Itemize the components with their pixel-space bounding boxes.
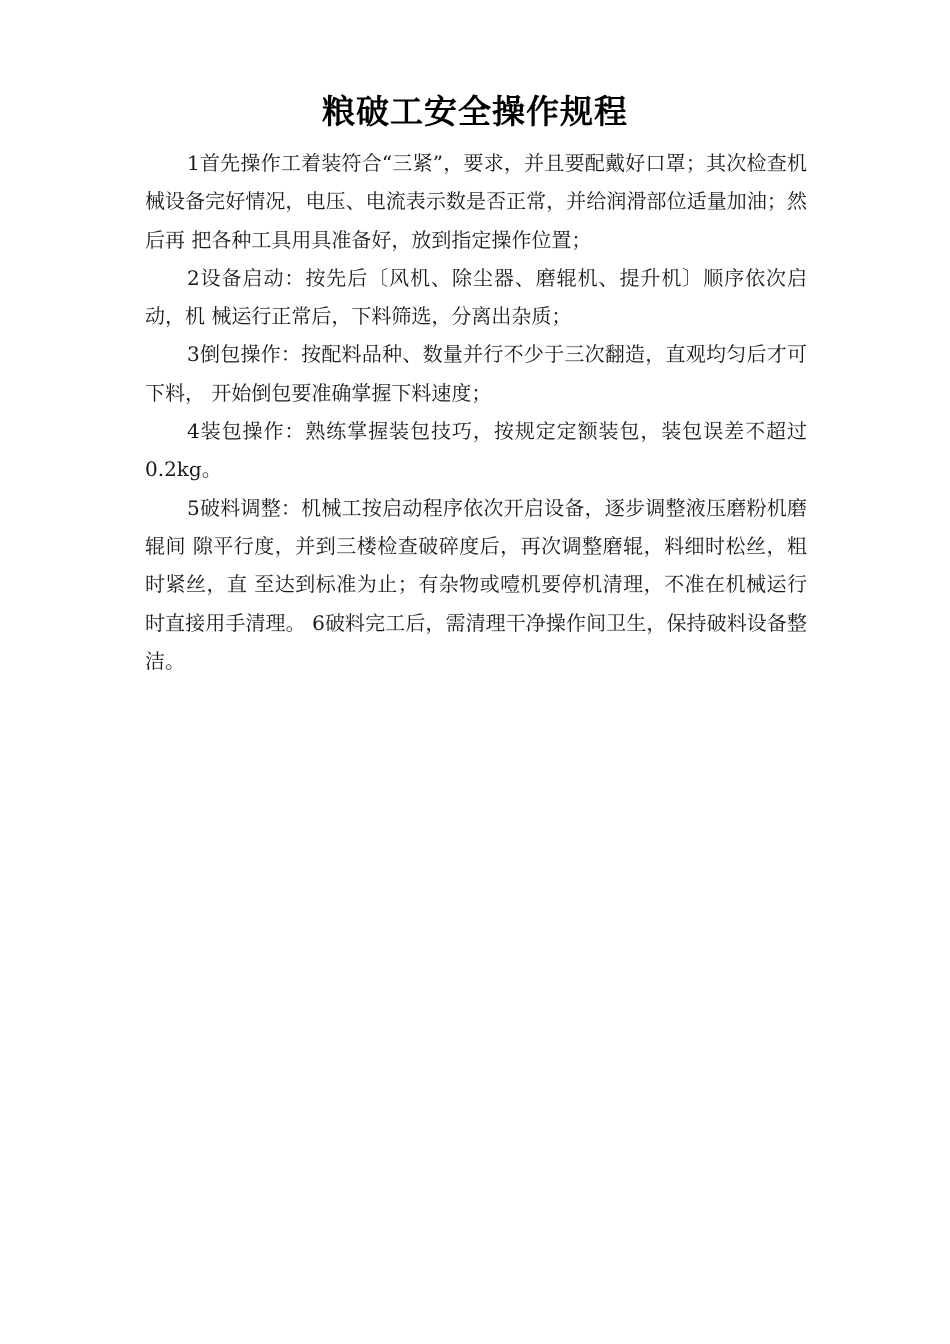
document-body [145,144,807,680]
paragraph-4: 4装包操作：熟练掌握装包技巧，按规定定额装包，装包误差不超过0.2kg。 [145,419,807,482]
paragraph-1: 1首先操作工着装符合“三紧”，要求，并且要配戴好口罩；其次检查机械设备完好情况，电压、电流表示数是否正常，并给润滑部位适量加油；然后再 把各种工具用具准备好，放到指定操作位置； [145,151,807,252]
paragraph-2: 2设备启动：按先后〔风机、除尘器、磨辊机、提升机〕顺序依次启动，机 械运行正常后，下料筛选，分离出杂质； [145,265,807,329]
paragraph-5: 5破料调整：机械工按启动程序依次开启设备，逐步调整液压磨粉机磨辊间 隙平行度，并到三楼检查破碎度后，再次调整磨辊，料细时松丝，粗时紧丝，直 至达到标准为止；有杂物或噎机要停机清理，不准在机械运行时直接用手清理。 6破料完工后，需清理干净操作间卫生，保持破料设备整洁。 [145,495,807,673]
paragraph-3: 3倒包操作：按配料品种、数量并行不少于三次翻造，直观均匀后才可下料， 开始倒包要准确掌握下料速度； [145,342,807,405]
document-title: 粮破工安全操作规程 [322,92,628,131]
